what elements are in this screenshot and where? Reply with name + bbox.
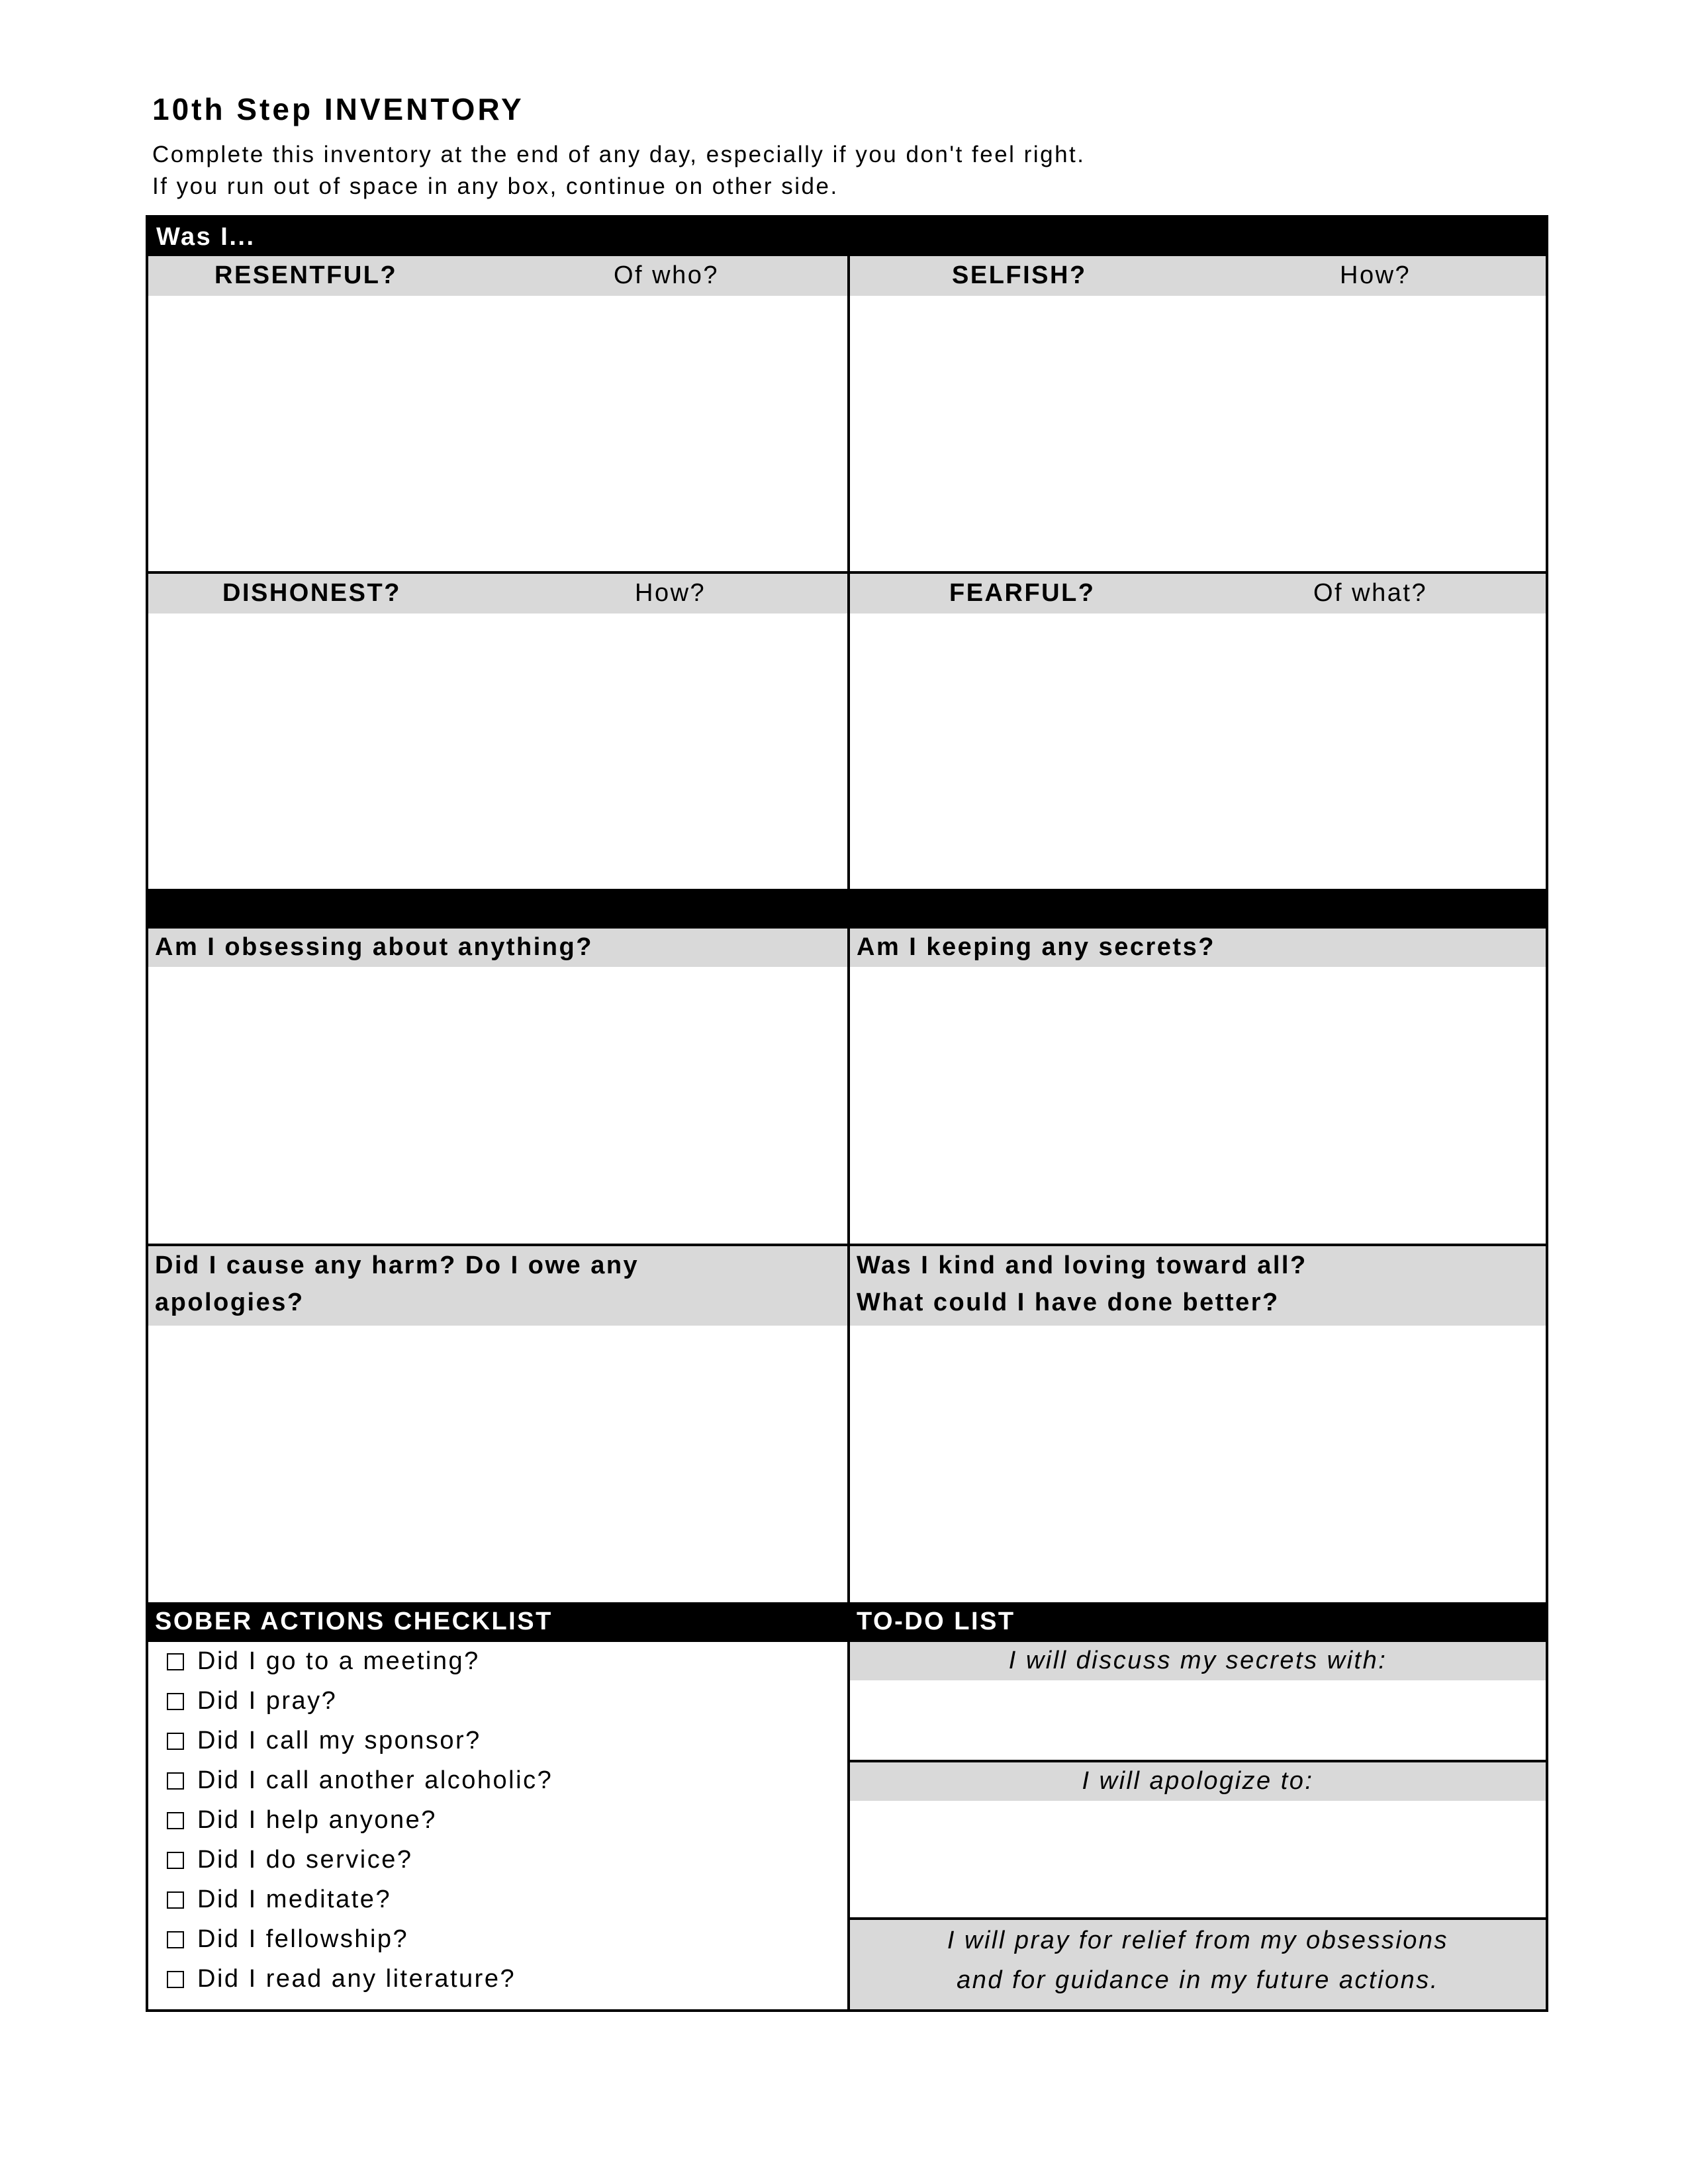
resentful-prompt: Of who?: [614, 261, 720, 289]
column-divider: [847, 1642, 850, 2009]
todo-title: TO-DO LIST: [857, 1608, 1015, 1635]
checklist-item[interactable]: Did I pray?: [167, 1687, 337, 1715]
checkbox-icon[interactable]: [167, 1733, 184, 1750]
fearful-prompt: Of what?: [1313, 579, 1428, 607]
intro-line-1: Complete this inventory at the end of any day, especially if you don't feel right.: [152, 142, 1086, 167]
inventory-sheet: [146, 215, 1548, 2012]
was-i-label: Was I...: [156, 223, 256, 251]
fearful-label: FEARFUL?: [949, 579, 1096, 607]
dishonest-header: [148, 574, 847, 614]
column-divider: [847, 929, 850, 1602]
todo-secrets-label: I will discuss my secrets with:: [1008, 1647, 1387, 1674]
obsessing-answer-box[interactable]: [148, 967, 847, 1244]
todo-apologize-header: [850, 1762, 1546, 1801]
dishonest-label: DISHONEST?: [222, 579, 401, 607]
todo-pray-box: [850, 1920, 1546, 2009]
checklist-item[interactable]: Did I meditate?: [167, 1886, 391, 1914]
selfish-answer-box[interactable]: [850, 296, 1546, 571]
todo-apologize-label: I will apologize to:: [1082, 1767, 1314, 1795]
harm-label-line-2: apologies?: [155, 1289, 305, 1316]
obsessing-header: [148, 929, 847, 967]
selfish-label: SELFISH?: [952, 261, 1087, 289]
todo-apologize-input[interactable]: [850, 1801, 1546, 1917]
checklist-item[interactable]: Did I read any literature?: [167, 1965, 516, 1993]
checklist-todo-bar: [148, 1602, 1546, 1642]
checklist-item[interactable]: Did I go to a meeting?: [167, 1647, 480, 1676]
kind-answer-box[interactable]: [850, 1326, 1546, 1602]
was-i-bar: [148, 218, 1546, 256]
column-divider: [847, 256, 850, 889]
secrets-label: Am I keeping any secrets?: [857, 933, 1215, 961]
checklist-item[interactable]: Did I help anyone?: [167, 1806, 437, 1835]
todo-secrets-input[interactable]: [850, 1680, 1546, 1760]
checkbox-icon[interactable]: [167, 1891, 184, 1909]
checkbox-icon[interactable]: [167, 1812, 184, 1829]
secrets-header: [850, 929, 1546, 967]
checklist-title: SOBER ACTIONS CHECKLIST: [155, 1608, 553, 1635]
kind-header: [850, 1246, 1546, 1326]
dishonest-prompt: How?: [635, 579, 706, 607]
checkbox-icon[interactable]: [167, 1653, 184, 1670]
checkbox-icon[interactable]: [167, 1931, 184, 1948]
resentful-header: [148, 256, 847, 296]
intro-line-2: If you run out of space in any box, continue on other side.: [152, 173, 839, 199]
kind-label-line-2: What could I have done better?: [857, 1289, 1280, 1316]
harm-answer-box[interactable]: [148, 1326, 847, 1602]
resentful-label: RESENTFUL?: [214, 261, 398, 289]
selfish-header: [850, 256, 1546, 296]
fearful-header: [850, 574, 1546, 614]
checkbox-icon[interactable]: [167, 1852, 184, 1869]
obsessing-label: Am I obsessing about anything?: [155, 933, 593, 961]
checkbox-icon[interactable]: [167, 1693, 184, 1710]
selfish-prompt: How?: [1340, 261, 1411, 289]
checklist-item[interactable]: Did I fellowship?: [167, 1925, 408, 1954]
checklist-item[interactable]: Did I call my sponsor?: [167, 1727, 481, 1755]
sober-actions-checklist: [148, 1642, 847, 2009]
todo-pray-line-1: I will pray for relief from my obsessions: [947, 1927, 1449, 1954]
fearful-answer-box[interactable]: [850, 614, 1546, 889]
checklist-item[interactable]: Did I call another alcoholic?: [167, 1766, 553, 1795]
checkbox-icon[interactable]: [167, 1772, 184, 1790]
secrets-answer-box[interactable]: [850, 967, 1546, 1244]
todo-pray-line-2: and for guidance in my future actions.: [957, 1966, 1439, 1994]
harm-header: [148, 1246, 847, 1326]
checkbox-icon[interactable]: [167, 1971, 184, 1988]
harm-label-line-1: Did I cause any harm? Do I owe any: [155, 1251, 639, 1279]
dishonest-answer-box[interactable]: [148, 614, 847, 889]
resentful-answer-box[interactable]: [148, 296, 847, 571]
section-separator-bar: [148, 889, 1546, 929]
todo-secrets-header: [850, 1642, 1546, 1680]
page-title: 10th Step INVENTORY: [152, 92, 524, 126]
kind-label-line-1: Was I kind and loving toward all?: [857, 1251, 1307, 1279]
checklist-item[interactable]: Did I do service?: [167, 1846, 413, 1874]
